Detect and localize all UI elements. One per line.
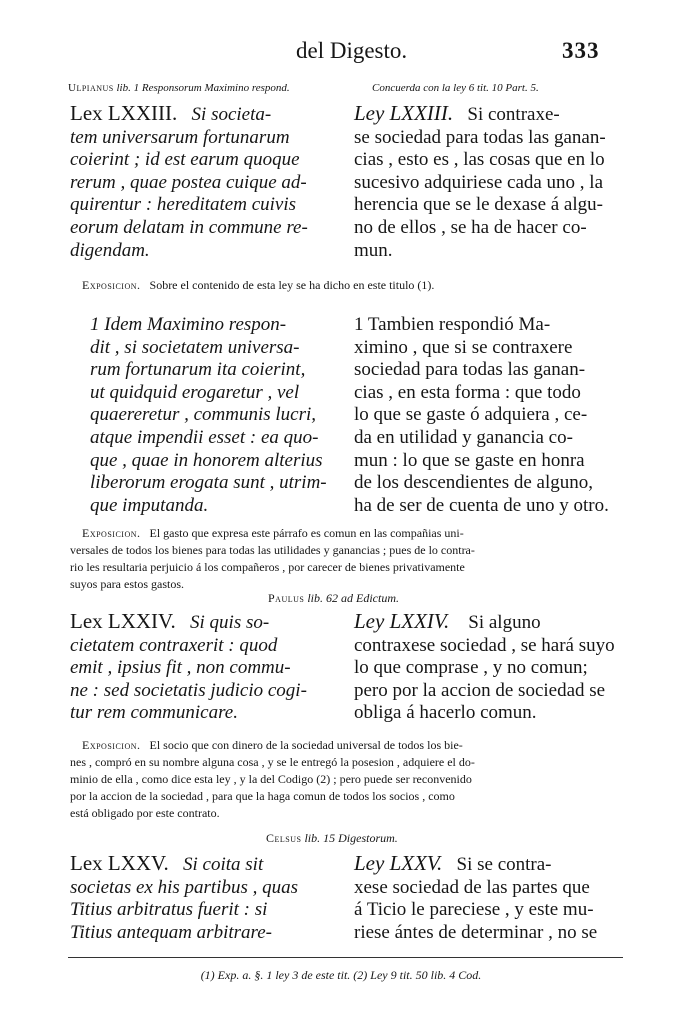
exposicion-label: Exposicion.: [82, 526, 141, 540]
spanish-line: riese ántes de determinar , no se: [354, 921, 598, 943]
latin-line: eorum delatam in commune re-: [70, 216, 308, 238]
source-citation-paulus: [268, 591, 399, 606]
latin-line: coierint ; id est earum quoque: [70, 149, 300, 171]
spanish-line: de los descendientes de alguno,: [354, 472, 594, 494]
exposicion-line: El gasto que expresa este párrafo es comun en las compañias uni-: [149, 526, 464, 540]
exposicion-line: versales de todos los bienes para todas las utilidades y ganancias ; pues de lo contra-: [70, 543, 475, 557]
spanish-line: Si alguno: [468, 612, 541, 633]
latin-line: que imputanda.: [90, 494, 209, 516]
spanish-column-ley75: [354, 852, 597, 944]
spanish-line: pero por la accion de sociedad se: [354, 679, 606, 701]
exposicion-line: El socio que con dinero de la sociedad universal de todos los bie-: [149, 738, 463, 752]
latin-column-lex74: [70, 610, 307, 725]
spanish-line: á Ticio le pareciese , y este mu-: [354, 899, 594, 921]
lex-label: Lex LXXV.: [70, 851, 169, 875]
spanish-line: 1 Tambien respondió Ma-: [354, 314, 551, 335]
footnote-rule: [68, 957, 623, 958]
citation-author: Ulpianus: [68, 82, 114, 94]
latin-line: 1 Idem Maximino respon-: [90, 314, 287, 335]
spanish-line: xese sociedad de las partes que: [354, 876, 590, 898]
source-citation-celsus: [266, 831, 398, 846]
latin-line: Si coita sit: [183, 854, 264, 875]
spanish-column-ley73: [354, 102, 606, 262]
page-number: 333: [562, 38, 600, 63]
latin-line: quirentur : hereditatem cuivis: [70, 194, 297, 216]
latin-line: digendam.: [70, 239, 150, 261]
spanish-column-para1: [354, 314, 609, 517]
latin-line: que , quae in honorem alterius: [90, 449, 323, 471]
spanish-line: ha de ser de cuenta de uno y otro.: [354, 494, 609, 516]
spanish-line: da en utilidad y ganancia co-: [354, 426, 573, 448]
running-title: del Digesto.: [296, 38, 408, 63]
latin-line: Titius arbitratus fuerit : si: [70, 899, 268, 921]
latin-line: tur rem communicare.: [70, 702, 238, 724]
latin-line: quaereretur , communis lucri,: [90, 404, 317, 426]
spanish-line: ximino , que si se contraxere: [354, 336, 573, 358]
exposicion-line: suyos para estos gastos.: [70, 577, 184, 591]
spanish-line: lo que comprase , y no comun;: [354, 657, 588, 679]
ley-label: Ley LXXIV.: [354, 609, 450, 633]
citation-author: Celsus: [266, 831, 302, 845]
latin-column-para1: [90, 314, 327, 517]
exposicion-line: nes , compró en su nombre alguna cosa , y se le entregó la posesion , adquiere el do-: [70, 755, 475, 769]
lex-label: Lex LXXIV.: [70, 609, 176, 633]
exposicion-1: [82, 277, 642, 294]
ley-label: Ley LXXV.: [354, 851, 443, 875]
spanish-column-ley74: [354, 610, 615, 725]
latin-line: Titius antequam arbitrare-: [70, 921, 272, 943]
exposicion-2: [70, 525, 642, 593]
latin-line: cietatem contraxerit : quod: [70, 634, 278, 656]
spanish-line: sociedad para todas las ganan-: [354, 359, 586, 381]
exposicion-label: Exposicion.: [82, 738, 141, 752]
concordance-citation: Concuerda con la ley 6 tit. 10 Part. 5.: [372, 82, 539, 94]
latin-column-lex75: [70, 852, 298, 944]
spanish-line: mun : lo que se gaste en honra: [354, 449, 585, 471]
latin-line: ne : sed societatis judicio cogi-: [70, 679, 307, 701]
spanish-line: sucesivo adquiriese cada uno , la: [354, 171, 604, 193]
latin-line: emit , ipsius fit , non commu-: [70, 657, 291, 679]
citation-reference: lib. 15 Digestorum.: [304, 831, 398, 845]
spanish-line: contraxese sociedad , se hará suyo: [354, 634, 615, 656]
spanish-line: cias , en esta forma : que todo: [354, 381, 581, 403]
latin-line: tem universarum fortunarum: [70, 126, 290, 148]
spanish-line: se sociedad para todas las ganan-: [354, 126, 606, 148]
ley-label: Ley LXXIII.: [354, 101, 454, 125]
latin-line: dit , si societatem universa-: [90, 336, 300, 358]
latin-line: atque impendii esset : ea quo-: [90, 426, 319, 448]
citation-reference: lib. 1 Responsorum Maximino respond.: [116, 82, 290, 94]
exposicion-line: está obligado por este contrato.: [70, 806, 220, 820]
spanish-line: Si contraxe-: [467, 104, 560, 125]
lex-label: Lex LXXIII.: [70, 101, 178, 125]
latin-line: Si quis so-: [190, 612, 270, 633]
spanish-line: cias , esto es , las cosas que en lo: [354, 149, 605, 171]
spanish-line: no de ellos , se ha de hacer co-: [354, 216, 587, 238]
spanish-line: lo que se gaste ó adquiera , ce-: [354, 404, 588, 426]
exposicion-3: [70, 737, 642, 822]
running-head: [0, 38, 682, 70]
exposicion-line: minio de ella , como dice esta ley , y la del Codigo (2) ; pero puede ser reconvenido: [70, 772, 472, 786]
exposicion-label: Exposicion.: [82, 278, 141, 292]
latin-line: liberorum erogata sunt , utrim-: [90, 472, 327, 494]
latin-column-lex73: [70, 102, 308, 262]
footnote: (1) Exp. a. §. 1 ley 3 de este tit. (2) Ley 9 tit. 50 lib. 4 Cod.: [200, 968, 482, 982]
exposicion-line: rio les resultaria perjuicio á los compañeros , por carecer de bienes privativamente: [70, 560, 465, 574]
latin-line: societas ex his partibus , quas: [70, 876, 298, 898]
spanish-line: Si se contra-: [456, 854, 552, 875]
spanish-line: mun.: [354, 239, 393, 261]
source-citation-ulpianus: [68, 82, 290, 94]
latin-line: rerum , quae postea cuique ad-: [70, 171, 307, 193]
latin-line: rum fortunarum ita coierint,: [90, 359, 306, 381]
citation-reference: lib. 62 ad Edictum.: [307, 591, 400, 605]
spanish-line: obliga á hacerlo comun.: [354, 702, 537, 724]
citation-author: Paulus: [268, 591, 305, 605]
latin-line: ut quidquid erogaretur , vel: [90, 381, 300, 403]
exposicion-line: por la accion de la sociedad , para que la haga comun de todos los socios , como: [70, 789, 455, 803]
spanish-line: herencia que se le dexase á algu-: [354, 194, 603, 216]
latin-line: Si societa-: [191, 104, 272, 125]
exposicion-text: Sobre el contenido de esta ley se ha dicho en este titulo (1).: [149, 278, 435, 292]
